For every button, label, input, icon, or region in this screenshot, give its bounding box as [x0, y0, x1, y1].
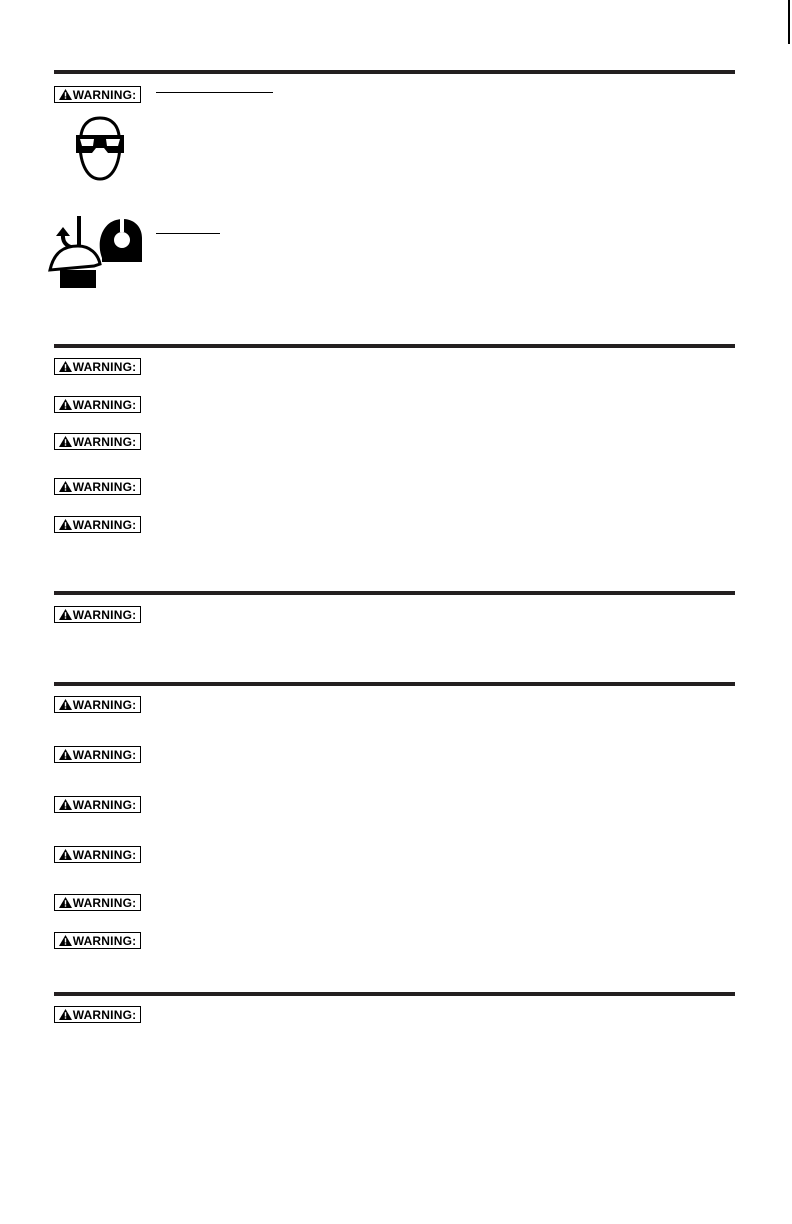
section-divider	[54, 682, 735, 686]
warning-label: WARNING:	[72, 697, 137, 712]
warning-triangle-icon	[59, 799, 72, 810]
warning-label: WARNING:	[72, 479, 137, 494]
safety-goggles-icon	[70, 113, 130, 183]
warning-triangle-icon	[59, 749, 72, 760]
heading-underline	[156, 92, 273, 93]
warning-badge	[54, 516, 141, 533]
warning-triangle-icon	[59, 609, 72, 620]
warning-badge	[54, 696, 141, 713]
warning-label: WARNING:	[72, 87, 137, 102]
warning-badge	[54, 796, 141, 813]
warning-triangle-icon	[59, 897, 72, 908]
warning-label: WARNING:	[72, 747, 137, 762]
section-divider	[54, 344, 735, 348]
warning-label: WARNING:	[72, 1007, 137, 1022]
warning-label: WARNING:	[72, 933, 137, 948]
warning-label: WARNING:	[72, 797, 137, 812]
warning-triangle-icon	[59, 89, 72, 100]
warning-badge	[54, 433, 141, 450]
section-divider	[54, 591, 735, 595]
warning-badge	[54, 358, 141, 375]
warning-label: WARNING:	[72, 517, 137, 532]
warning-triangle-icon	[59, 935, 72, 946]
crop-mark	[788, 0, 790, 44]
warning-label: WARNING:	[72, 895, 137, 910]
warning-label: WARNING:	[72, 434, 137, 449]
warning-label: WARNING:	[72, 847, 137, 862]
warning-badge	[54, 86, 141, 103]
warning-label: WARNING:	[72, 607, 137, 622]
warning-triangle-icon	[59, 399, 72, 410]
section-divider	[54, 70, 735, 74]
hearing-protection-icon	[46, 212, 144, 292]
warning-triangle-icon	[59, 361, 72, 372]
warning-triangle-icon	[59, 481, 72, 492]
warning-badge	[54, 396, 141, 413]
warning-badge	[54, 846, 141, 863]
warning-badge	[54, 932, 141, 949]
section-divider	[54, 992, 735, 996]
heading-underline	[156, 233, 220, 234]
warning-triangle-icon	[59, 849, 72, 860]
warning-badge	[54, 1006, 141, 1023]
warning-badge	[54, 478, 141, 495]
warning-label: WARNING:	[72, 359, 137, 374]
warning-triangle-icon	[59, 436, 72, 447]
warning-triangle-icon	[59, 1009, 72, 1020]
warning-label: WARNING:	[72, 397, 137, 412]
warning-triangle-icon	[59, 519, 72, 530]
warning-triangle-icon	[59, 699, 72, 710]
warning-badge	[54, 606, 141, 623]
warning-badge	[54, 894, 141, 911]
warning-badge	[54, 746, 141, 763]
